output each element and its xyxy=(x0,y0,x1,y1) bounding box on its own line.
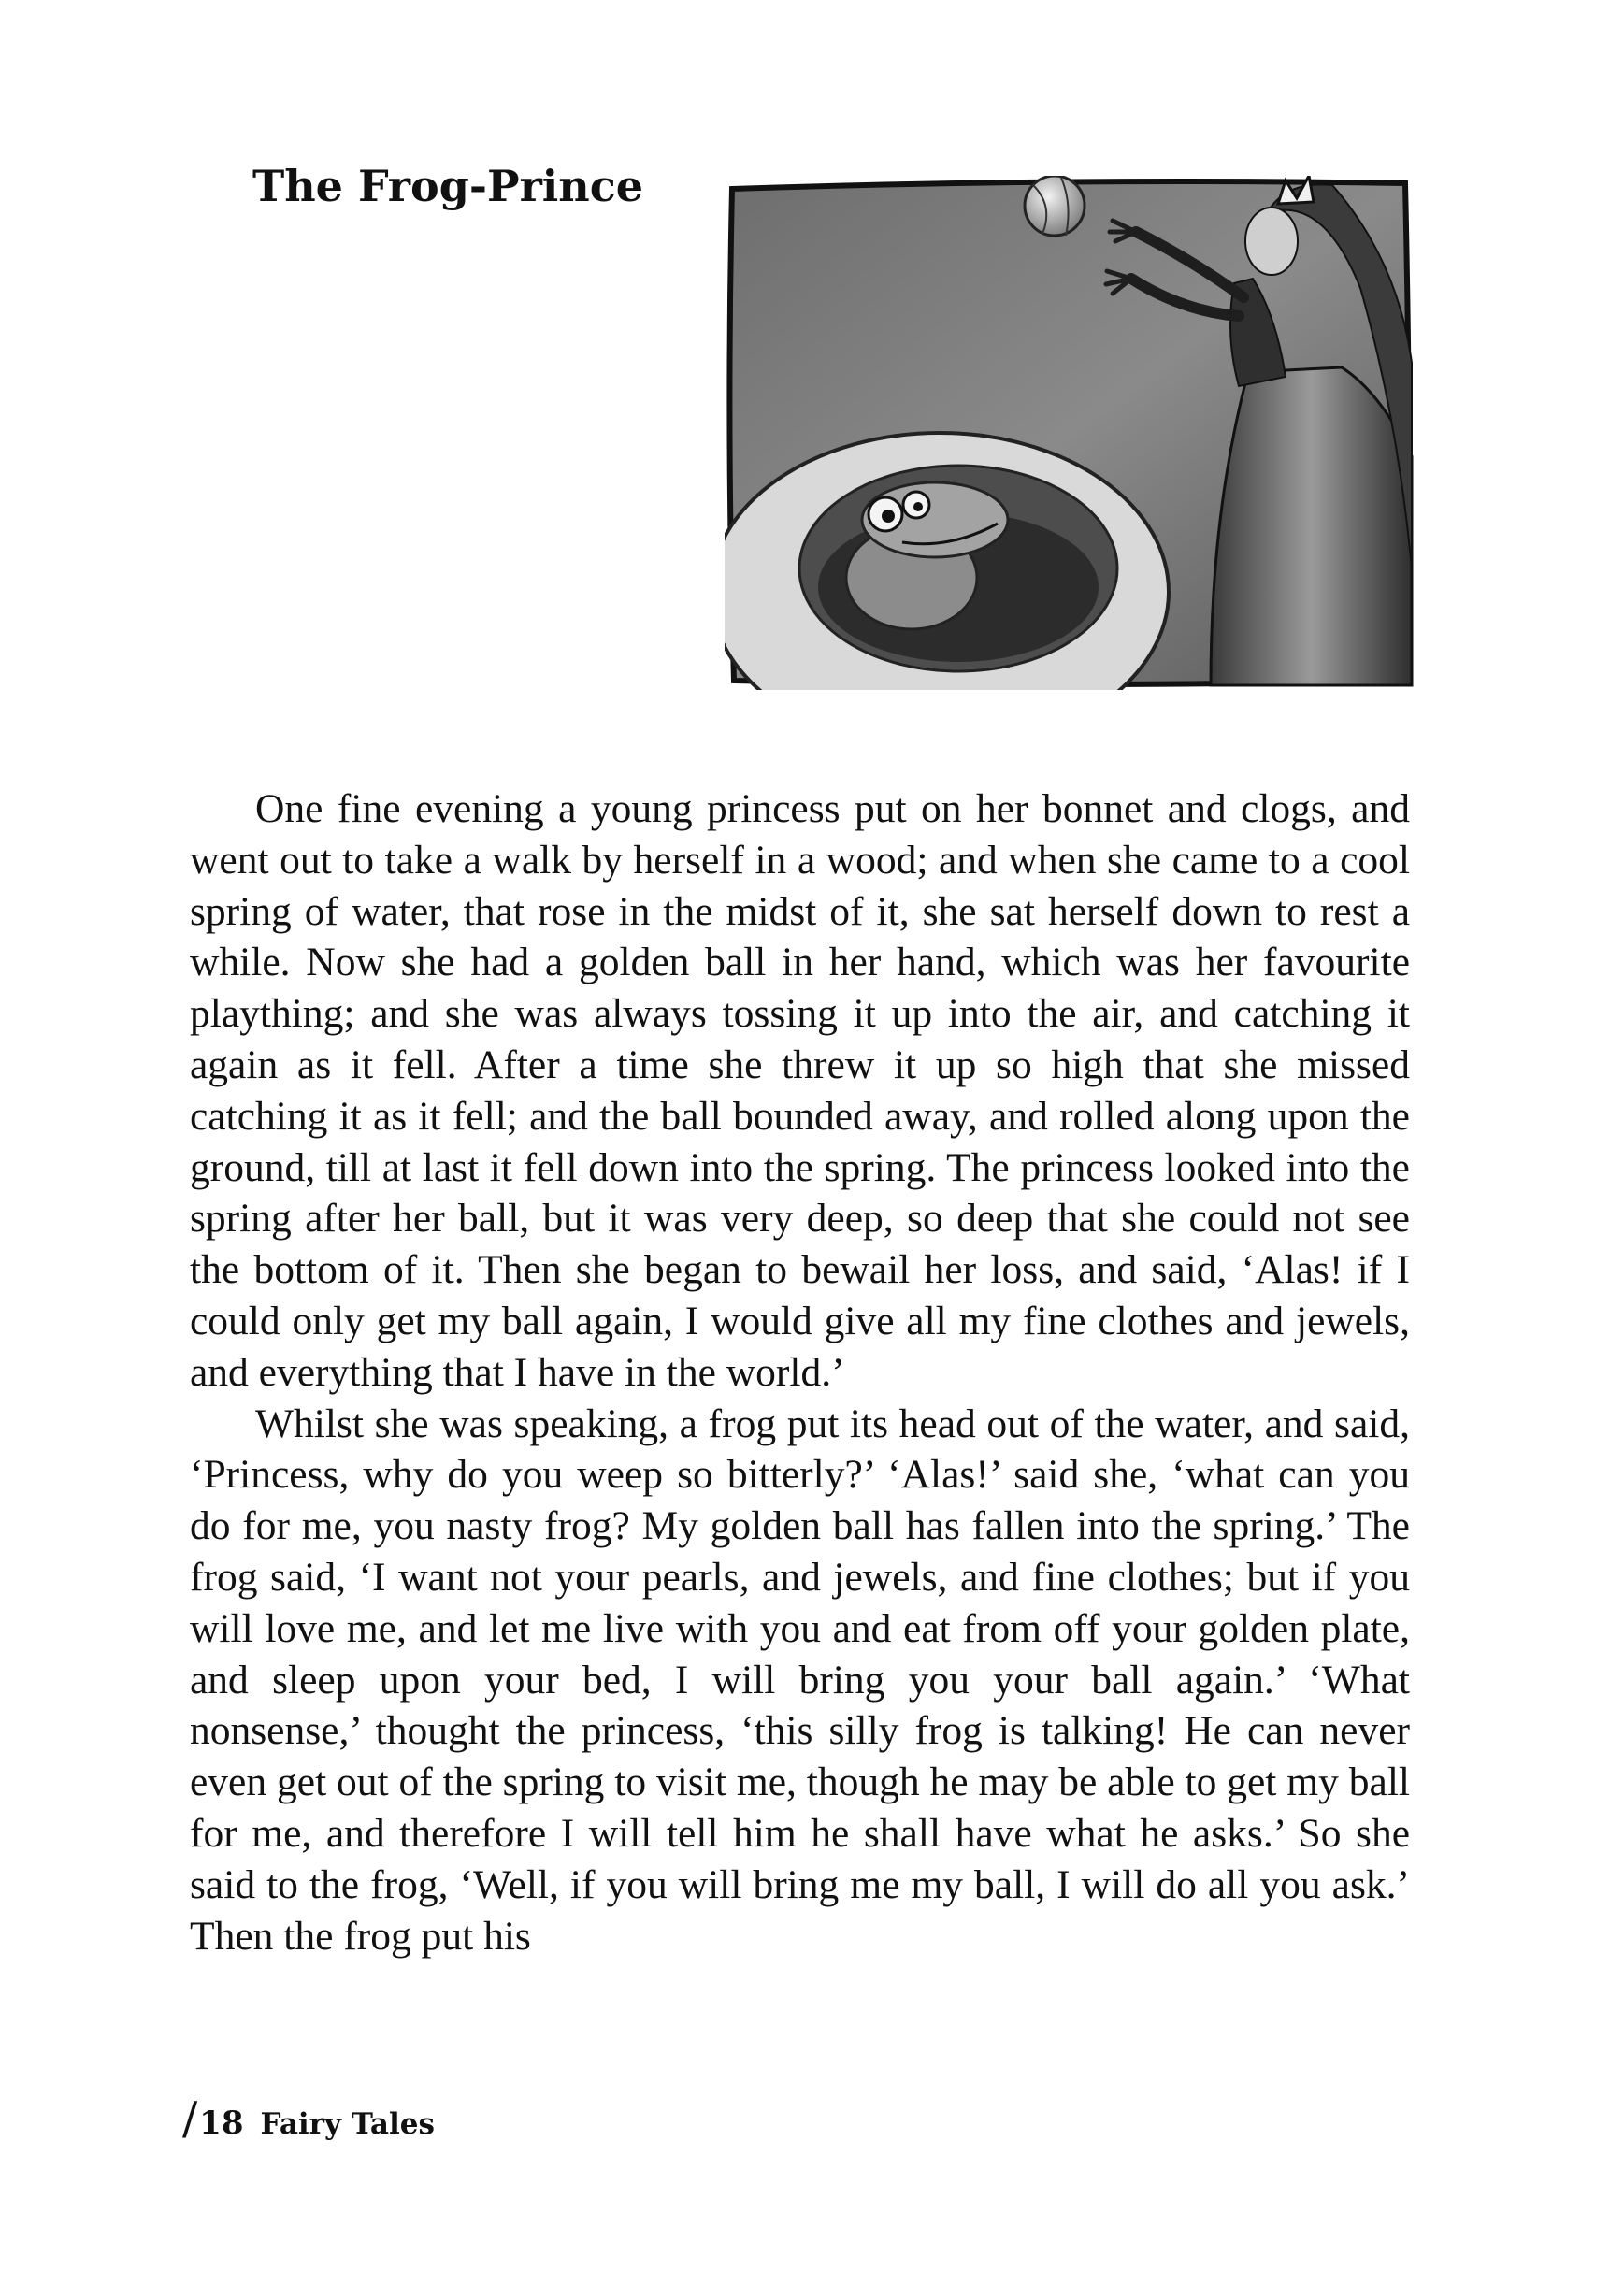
footer-slash: / xyxy=(182,2092,198,2145)
frog-princess-illustration xyxy=(725,176,1416,690)
book-title: Fairy Tales xyxy=(260,2107,435,2141)
page-number: 18 xyxy=(199,2105,244,2142)
story-title: The Frog-Prince xyxy=(252,161,643,211)
paragraph: One fine evening a young princess put on her bonnet and clogs, and went out to take a walk by herself in a wood; and when she came to a cool spring of water, that rose in the midst of it, she sat herself down to rest a while. Now she had a golden ball in her hand, which was her favourite plaything; and she was always tossing it up into the air, and catching it again as it fell. After a time she threw it up so high that she missed catching it as it fell; and the ball bounded away, and rolled along upon the ground, till at last it fell down into the spring. The princess looked into the spring after her ball, but it was very deep, so deep that she could not see the bottom of it. Then she began to bewail her loss, and said, ‘Alas! if I could only get my ball again, I would give all my fine clothes and jewels, and everything that I have in the world.’ xyxy=(190,786,1410,1395)
page-footer xyxy=(182,2092,435,2145)
story-body xyxy=(190,783,1410,1961)
paragraph: Whilst she was speaking, a frog put its head out of the water, and said, ‘Princess, why do you weep so bitterly?’ ‘Alas!’ said she, ‘what can you do for me, you nasty frog? My golden ball has fallen into the spring.’ The frog said, ‘I want not your pearls, and jewels, and fine clothes; but if you will love me, and let me live with you and eat from off your golden plate, and sleep upon your bed, I will bring you your ball again.’ ‘What nonsense,’ thought the princess, ‘this silly frog is talking! He can never even get out of the spring to visit me, though he may be able to get my ball for me, and therefore I will tell him he shall have what he asks.’ So she said to the frog, ‘Well, if you will bring me my ball, I will do all you ask.’ Then the frog put his xyxy=(190,1401,1410,1959)
